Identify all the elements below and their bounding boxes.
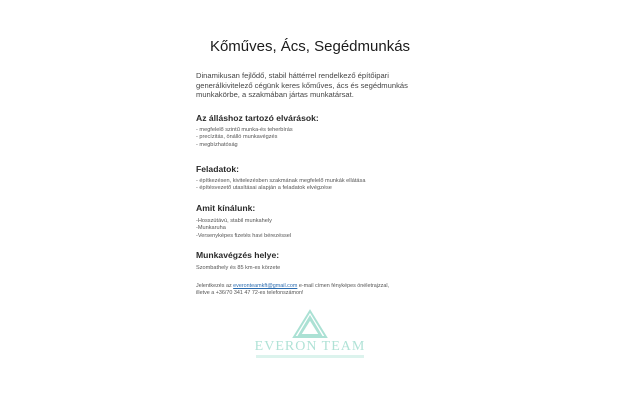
location-text: Szombathely és 85 km-es körzete <box>196 265 281 271</box>
list-item: - megbízhatóság <box>196 141 238 148</box>
location-heading: Munkavégzés helye: <box>196 250 280 260</box>
requirements-list <box>196 127 293 149</box>
list-item: - megfelelő szintű munka-és teherbírás <box>196 127 293 133</box>
offer-list <box>196 218 291 240</box>
page-title: Kőműves, Ács, Segédmunkás <box>209 38 411 55</box>
intro-paragraph: Dinamikusan fejlődő, stabil háttérrel rendelkező építőipari generálkivitelező cégünk keres kőműves, ács és segédmunkás munkakörbe, a szakmában jártas munkatársat. <box>196 71 408 100</box>
list-item: -Munkaruha <box>196 225 226 232</box>
requirements-heading: Az álláshoz tartozó elvárások: <box>196 113 319 123</box>
offer-heading: Amit kínálunk: <box>196 203 256 213</box>
list-item: - precízitás, önálló munkavégzés <box>196 134 278 141</box>
contact-prefix: Jelentkezés az <box>196 283 234 289</box>
contact-phone-line: illetve a +36/70 341 47 72-es telefonszámon! <box>196 290 304 297</box>
list-item: -Versenyképes fizetés havi bérezéssel <box>196 232 292 239</box>
logo-wordmark: EVERON TEAM <box>254 339 366 354</box>
email-link[interactable]: everonteamkft@gmail.com <box>233 283 298 289</box>
contact-suffix: e-mail címen fényképes önéletrajzzal, <box>297 283 390 289</box>
tasks-list <box>196 178 365 193</box>
contact-info <box>196 283 426 298</box>
list-item: -Hosszútávú, stabil munkahely <box>196 218 272 224</box>
logo-tagline-bar <box>256 355 364 358</box>
tasks-heading: Feladatok: <box>196 164 239 174</box>
list-item: - építkezésen, kivitelezésben szakmának megfelelő munkák ellátása <box>196 178 366 184</box>
list-item: - építésvezető utasításai alapján a feladatok elvégzése <box>196 185 332 192</box>
